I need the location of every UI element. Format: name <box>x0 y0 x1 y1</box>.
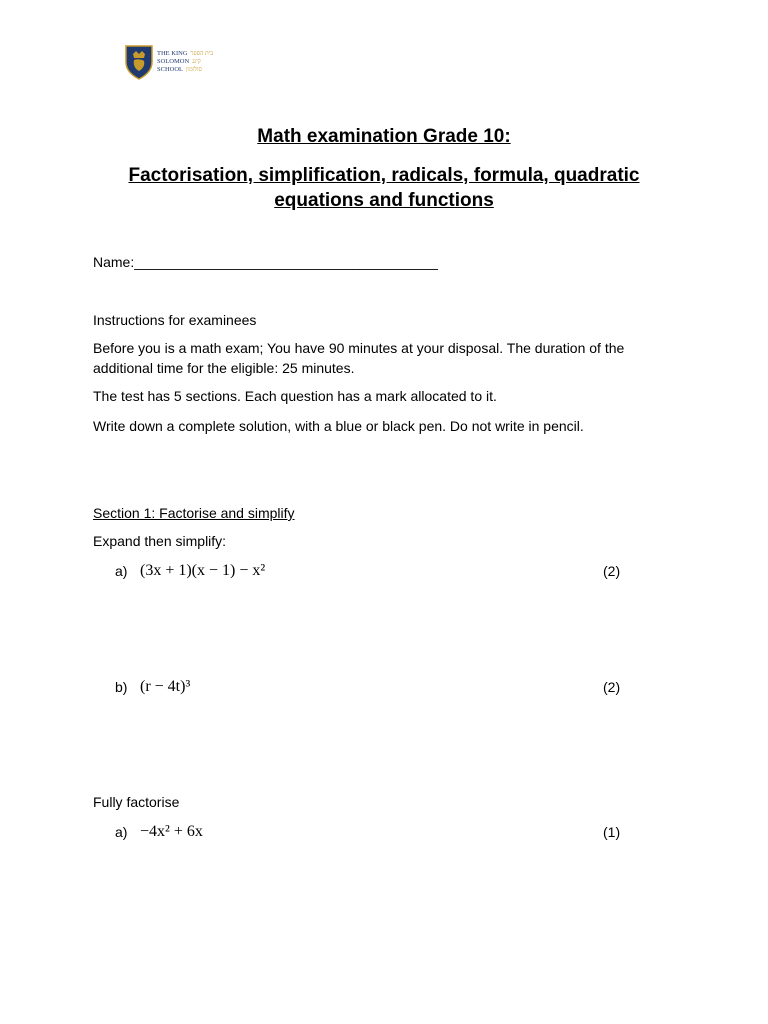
shield-crest-icon <box>124 44 154 80</box>
question-label: a) <box>115 563 128 579</box>
logo-line1: THE KING <box>157 50 188 57</box>
name-field-line: Name:_______________________________________ <box>93 254 438 270</box>
question-expression: −4x² + 6x <box>140 823 203 840</box>
section-1-heading: Section 1: Factorise and simplify <box>93 505 295 521</box>
logo-hebrew3: סולומון <box>186 67 202 73</box>
expand-prompt: Expand then simplify: <box>93 533 227 549</box>
logo-text <box>157 50 213 74</box>
factorise-prompt: Fully factorise <box>93 794 180 810</box>
school-logo <box>124 43 216 81</box>
question-marks: (2) <box>603 679 621 695</box>
logo-line2: SOLOMON <box>157 58 190 65</box>
instructions-paragraph-2: The test has 5 sections. Each question has a mark allocated to it. <box>93 388 497 404</box>
question-expression: (r − 4t)³ <box>140 678 191 695</box>
question-label: b) <box>115 679 128 695</box>
instructions-paragraph-3: Write down a complete solution, with a blue or black pen. Do not write in pencil. <box>93 418 584 434</box>
question-label: a) <box>115 824 128 840</box>
question-marks: (1) <box>603 824 621 840</box>
question-expression: (3x + 1)(x − 1) − x² <box>140 562 266 579</box>
logo-line3: SCHOOL <box>157 66 184 73</box>
exam-title: Math examination Grade 10: <box>257 126 511 147</box>
logo-hebrew1: בית הספר <box>190 51 214 57</box>
instructions-paragraph-1: Before you is a math exam; You have 90 minutes at your disposal. The duration of the additional time for the eligible: 25 minutes. <box>93 340 625 376</box>
question-marks: (2) <box>603 563 621 579</box>
logo-hebrew2: קינג <box>192 59 201 65</box>
exam-subtitle: Factorisation, simplification, radicals, formula, quadratic equations and functions <box>128 165 640 211</box>
instructions-heading: Instructions for examinees <box>93 312 257 328</box>
